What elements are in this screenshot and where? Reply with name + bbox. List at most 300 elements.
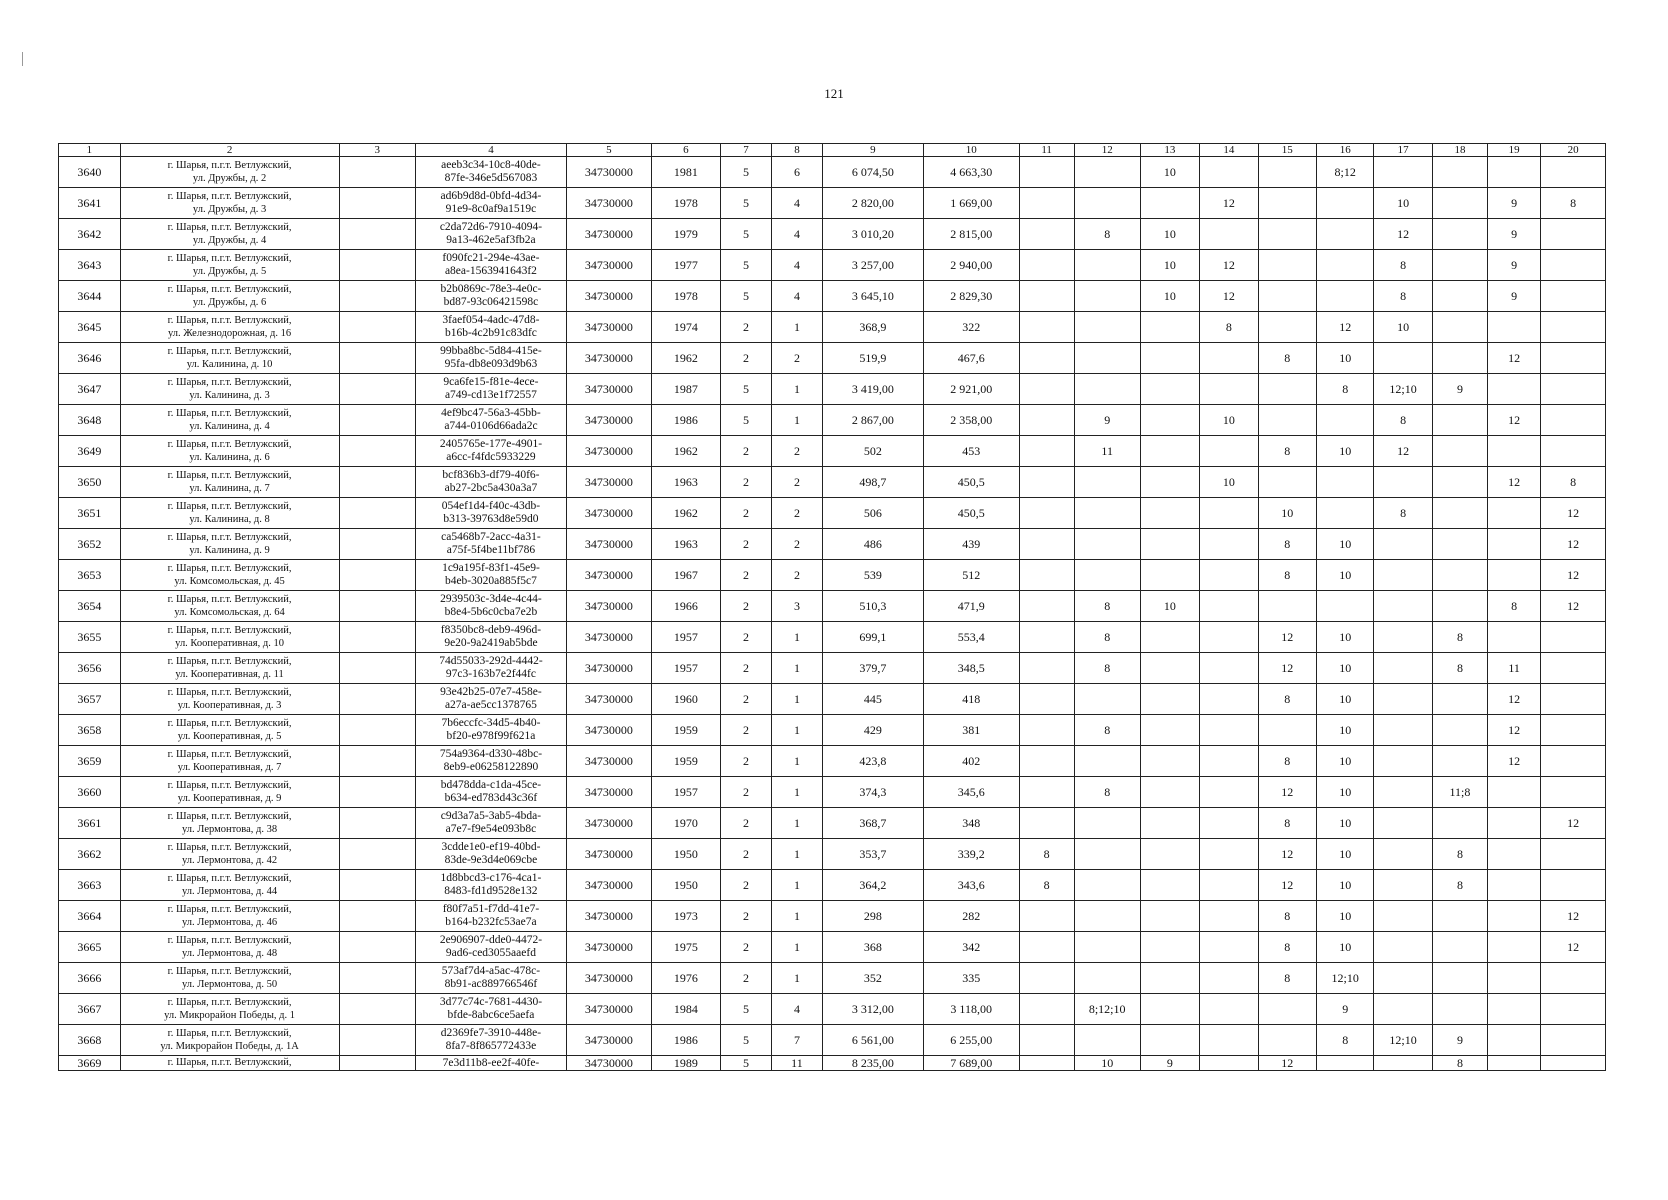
- column-13-cell: [1140, 870, 1200, 901]
- column-6-cell: 1967: [651, 560, 720, 591]
- column-12-cell: [1074, 870, 1140, 901]
- column-15-cell: 8: [1258, 808, 1316, 839]
- column-18-cell: [1432, 281, 1487, 312]
- column-18-cell: 9: [1432, 1025, 1487, 1056]
- column-9-cell: 368: [822, 932, 923, 963]
- column-7-cell: 5: [720, 405, 771, 436]
- column-7-cell: 2: [720, 622, 771, 653]
- column-5-cell: 34730000: [566, 932, 651, 963]
- column-header-14: 14: [1200, 144, 1258, 157]
- column-7-cell: 2: [720, 343, 771, 374]
- column-3-cell: [339, 684, 416, 715]
- column-10-cell: 348: [923, 808, 1019, 839]
- column-20-cell: [1541, 343, 1606, 374]
- guid-line-1: 7b6eccfc-34d5-4b40-: [441, 717, 541, 729]
- column-7-cell: 2: [720, 560, 771, 591]
- guid-line-1: c2da72d6-7910-4094-: [439, 221, 543, 233]
- column-3-cell: [339, 932, 416, 963]
- row-number-cell: 3656: [59, 653, 121, 684]
- column-15-cell: [1258, 188, 1316, 219]
- address-line-2: ул. Калинина, д. 4: [189, 421, 270, 432]
- guid-line-1: bd478dda-c1da-45ce-: [440, 779, 542, 791]
- column-19-cell: [1488, 932, 1541, 963]
- column-20-cell: 12: [1541, 591, 1606, 622]
- column-17-cell: 12;10: [1374, 1025, 1432, 1056]
- column-15-cell: [1258, 715, 1316, 746]
- row-number-cell: 3660: [59, 777, 121, 808]
- column-3-cell: [339, 436, 416, 467]
- column-14-cell: [1200, 932, 1258, 963]
- column-12-cell: [1074, 839, 1140, 870]
- column-16-cell: 10: [1317, 777, 1374, 808]
- column-6-cell: 1986: [651, 1025, 720, 1056]
- guid-cell: [416, 467, 567, 498]
- column-17-cell: [1374, 157, 1432, 188]
- table-row: [59, 777, 1606, 808]
- guid-line-1: f8350bc8-deb9-496d-: [440, 624, 542, 636]
- column-18-cell: [1432, 219, 1487, 250]
- column-13-cell: [1140, 653, 1200, 684]
- column-11-cell: [1019, 467, 1074, 498]
- guid-line-1: 2405765e-177e-4901-: [439, 438, 543, 450]
- column-17-cell: [1374, 901, 1432, 932]
- column-15-cell: 8: [1258, 932, 1316, 963]
- column-11-cell: [1019, 281, 1074, 312]
- column-3-cell: [339, 1056, 416, 1071]
- guid-cell: [416, 870, 567, 901]
- column-5-cell: 34730000: [566, 622, 651, 653]
- column-19-cell: 12: [1488, 343, 1541, 374]
- column-14-cell: 12: [1200, 281, 1258, 312]
- column-15-cell: 8: [1258, 901, 1316, 932]
- column-14-cell: [1200, 436, 1258, 467]
- column-17-cell: [1374, 808, 1432, 839]
- column-11-cell: [1019, 1056, 1074, 1071]
- column-18-cell: [1432, 467, 1487, 498]
- column-5-cell: 34730000: [566, 219, 651, 250]
- column-15-cell: 8: [1258, 529, 1316, 560]
- column-20-cell: [1541, 374, 1606, 405]
- column-14-cell: 12: [1200, 250, 1258, 281]
- column-10-cell: 381: [923, 715, 1019, 746]
- column-20-cell: 12: [1541, 529, 1606, 560]
- column-6-cell: 1989: [651, 1056, 720, 1071]
- guid-cell: [416, 188, 567, 219]
- guid-line-1: 93e42b25-07e7-458e-: [440, 686, 542, 698]
- column-10-cell: 512: [923, 560, 1019, 591]
- column-5-cell: 34730000: [566, 839, 651, 870]
- column-16-cell: 10: [1317, 529, 1374, 560]
- guid-line-1: 7e3d11b8-ee2f-40fe-: [442, 1057, 540, 1069]
- address-line-1: г. Шарья, п.г.т. Ветлужский,: [167, 1028, 292, 1039]
- column-10-cell: 2 829,30: [923, 281, 1019, 312]
- row-number-cell: 3658: [59, 715, 121, 746]
- address-line-2: ул. Калинина, д. 7: [189, 483, 270, 494]
- guid-line-1: 99bba8bc-5d84-415e-: [440, 345, 542, 357]
- column-12-cell: [1074, 157, 1140, 188]
- guid-line-2: b8e4-5b6c0cba7e2b: [444, 606, 538, 618]
- column-9-cell: 352: [822, 963, 923, 994]
- column-11-cell: [1019, 405, 1074, 436]
- guid-cell: [416, 343, 567, 374]
- address-line-1: г. Шарья, п.г.т. Ветлужский,: [167, 780, 292, 791]
- address-line-2: ул. Дружбы, д. 2: [192, 173, 267, 184]
- column-11-cell: [1019, 622, 1074, 653]
- column-13-cell: [1140, 808, 1200, 839]
- table-row: [59, 591, 1606, 622]
- address-line-1: г. Шарья, п.г.т. Ветлужский,: [167, 842, 292, 853]
- row-number-cell: 3655: [59, 622, 121, 653]
- column-20-cell: [1541, 622, 1606, 653]
- column-8-cell: 4: [771, 250, 822, 281]
- column-20-cell: [1541, 715, 1606, 746]
- column-3-cell: [339, 250, 416, 281]
- guid-line-2: 91e9-8c0af9a1519c: [445, 203, 537, 215]
- guid-line-2: a8ea-1563941643f2: [444, 265, 537, 277]
- address-cell: [120, 343, 339, 374]
- column-10-cell: 6 255,00: [923, 1025, 1019, 1056]
- column-19-cell: [1488, 1025, 1541, 1056]
- column-11-cell: [1019, 901, 1074, 932]
- guid-line-1: f80f7a51-f7dd-41e7-: [442, 903, 540, 915]
- column-9-cell: 368,9: [822, 312, 923, 343]
- guid-line-2: b4eb-3020a885f5c7: [444, 575, 537, 587]
- column-8-cell: 1: [771, 839, 822, 870]
- column-14-cell: [1200, 498, 1258, 529]
- column-8-cell: 2: [771, 467, 822, 498]
- column-19-cell: 12: [1488, 405, 1541, 436]
- column-12-cell: [1074, 281, 1140, 312]
- table-row: [59, 963, 1606, 994]
- column-18-cell: [1432, 529, 1487, 560]
- column-3-cell: [339, 746, 416, 777]
- scan-margin-mark: [22, 52, 23, 66]
- column-3-cell: [339, 1025, 416, 1056]
- column-header-18: 18: [1432, 144, 1487, 157]
- column-9-cell: 374,3: [822, 777, 923, 808]
- column-6-cell: 1976: [651, 963, 720, 994]
- column-3-cell: [339, 994, 416, 1025]
- column-18-cell: [1432, 808, 1487, 839]
- column-9-cell: 3 257,00: [822, 250, 923, 281]
- column-9-cell: 510,3: [822, 591, 923, 622]
- column-6-cell: 1981: [651, 157, 720, 188]
- column-17-cell: [1374, 622, 1432, 653]
- column-19-cell: 11: [1488, 653, 1541, 684]
- row-number-cell: 3651: [59, 498, 121, 529]
- column-13-cell: [1140, 1025, 1200, 1056]
- column-18-cell: [1432, 684, 1487, 715]
- table-row: [59, 684, 1606, 715]
- guid-line-2: 8483-fd1d9528e132: [444, 885, 538, 897]
- column-9-cell: 3 312,00: [822, 994, 923, 1025]
- address-cell: [120, 157, 339, 188]
- column-9-cell: 368,7: [822, 808, 923, 839]
- column-16-cell: 10: [1317, 622, 1374, 653]
- column-19-cell: 9: [1488, 250, 1541, 281]
- address-line-1: г. Шарья, п.г.т. Ветлужский,: [167, 1057, 292, 1068]
- column-19-cell: [1488, 312, 1541, 343]
- column-14-cell: [1200, 684, 1258, 715]
- column-14-cell: 10: [1200, 467, 1258, 498]
- column-20-cell: [1541, 746, 1606, 777]
- column-18-cell: [1432, 250, 1487, 281]
- column-17-cell: 8: [1374, 498, 1432, 529]
- column-19-cell: [1488, 901, 1541, 932]
- column-9-cell: 445: [822, 684, 923, 715]
- guid-cell: [416, 653, 567, 684]
- column-16-cell: 10: [1317, 343, 1374, 374]
- column-16-cell: [1317, 250, 1374, 281]
- guid-line-2: b16b-4c2b91c83dfc: [444, 327, 537, 339]
- address-cell: [120, 994, 339, 1025]
- column-16-cell: 10: [1317, 901, 1374, 932]
- column-16-cell: [1317, 405, 1374, 436]
- column-10-cell: 439: [923, 529, 1019, 560]
- column-17-cell: [1374, 529, 1432, 560]
- column-17-cell: 8: [1374, 405, 1432, 436]
- guid-cell: [416, 963, 567, 994]
- address-cell: [120, 963, 339, 994]
- column-10-cell: 450,5: [923, 498, 1019, 529]
- guid-line-1: 1c9a195f-83f1-45e9-: [442, 562, 540, 574]
- column-9-cell: 3 419,00: [822, 374, 923, 405]
- column-11-cell: [1019, 250, 1074, 281]
- column-16-cell: 10: [1317, 839, 1374, 870]
- column-15-cell: 10: [1258, 498, 1316, 529]
- column-8-cell: 6: [771, 157, 822, 188]
- guid-line-1: d2369fe7-3910-448e-: [440, 1027, 542, 1039]
- column-20-cell: [1541, 219, 1606, 250]
- address-line-1: г. Шарья, п.г.т. Ветлужский,: [167, 253, 292, 264]
- column-15-cell: 12: [1258, 622, 1316, 653]
- column-13-cell: 10: [1140, 157, 1200, 188]
- column-10-cell: 342: [923, 932, 1019, 963]
- column-5-cell: 34730000: [566, 870, 651, 901]
- column-6-cell: 1987: [651, 374, 720, 405]
- guid-line-1: 3cdde1e0-ef19-40bd-: [441, 841, 541, 853]
- column-11-cell: 8: [1019, 870, 1074, 901]
- address-cell: [120, 529, 339, 560]
- address-line-1: г. Шарья, п.г.т. Ветлужский,: [167, 315, 292, 326]
- column-19-cell: 9: [1488, 281, 1541, 312]
- column-10-cell: 3 118,00: [923, 994, 1019, 1025]
- column-12-cell: [1074, 963, 1140, 994]
- column-12-cell: [1074, 374, 1140, 405]
- column-5-cell: 34730000: [566, 808, 651, 839]
- table-row: [59, 529, 1606, 560]
- column-header-9: 9: [822, 144, 923, 157]
- column-16-cell: 8;12: [1317, 157, 1374, 188]
- column-16-cell: 12;10: [1317, 963, 1374, 994]
- column-13-cell: [1140, 684, 1200, 715]
- address-cell: [120, 839, 339, 870]
- table-row: [59, 343, 1606, 374]
- column-18-cell: [1432, 157, 1487, 188]
- column-19-cell: [1488, 157, 1541, 188]
- address-cell: [120, 684, 339, 715]
- column-16-cell: 10: [1317, 436, 1374, 467]
- address-cell: [120, 1056, 339, 1071]
- row-number-cell: 3654: [59, 591, 121, 622]
- address-line-1: г. Шарья, п.г.т. Ветлужский,: [167, 222, 292, 233]
- column-3-cell: [339, 188, 416, 219]
- column-16-cell: 8: [1317, 374, 1374, 405]
- column-11-cell: [1019, 932, 1074, 963]
- column-6-cell: 1977: [651, 250, 720, 281]
- address-cell: [120, 591, 339, 622]
- guid-cell: [416, 1025, 567, 1056]
- row-number-cell: 3668: [59, 1025, 121, 1056]
- address-line-2: ул. Калинина, д. 6: [189, 452, 270, 463]
- column-10-cell: 348,5: [923, 653, 1019, 684]
- column-17-cell: [1374, 653, 1432, 684]
- column-5-cell: 34730000: [566, 1025, 651, 1056]
- column-12-cell: [1074, 932, 1140, 963]
- column-6-cell: 1960: [651, 684, 720, 715]
- column-7-cell: 5: [720, 1056, 771, 1071]
- column-17-cell: [1374, 343, 1432, 374]
- guid-cell: [416, 560, 567, 591]
- row-number-cell: 3641: [59, 188, 121, 219]
- column-14-cell: [1200, 1056, 1258, 1071]
- column-8-cell: 1: [771, 901, 822, 932]
- column-6-cell: 1978: [651, 188, 720, 219]
- address-line-1: г. Шарья, п.г.т. Ветлужский,: [167, 656, 292, 667]
- guid-line-1: b2b0869c-78e3-4e0c-: [440, 283, 542, 295]
- column-12-cell: [1074, 312, 1140, 343]
- address-cell: [120, 281, 339, 312]
- column-10-cell: 343,6: [923, 870, 1019, 901]
- column-11-cell: [1019, 312, 1074, 343]
- column-19-cell: [1488, 1056, 1541, 1071]
- column-6-cell: 1957: [651, 622, 720, 653]
- column-15-cell: 8: [1258, 684, 1316, 715]
- column-10-cell: 335: [923, 963, 1019, 994]
- table-row: [59, 405, 1606, 436]
- column-20-cell: [1541, 281, 1606, 312]
- column-header-15: 15: [1258, 144, 1316, 157]
- guid-line-2: b164-b232fc53ae7a: [445, 916, 537, 928]
- column-20-cell: [1541, 839, 1606, 870]
- row-number-cell: 3663: [59, 870, 121, 901]
- guid-line-2: 83de-9e3d4e069cbe: [444, 854, 538, 866]
- column-12-cell: [1074, 343, 1140, 374]
- column-8-cell: 1: [771, 746, 822, 777]
- column-18-cell: [1432, 715, 1487, 746]
- row-number-cell: 3661: [59, 808, 121, 839]
- column-9-cell: 519,9: [822, 343, 923, 374]
- column-16-cell: [1317, 467, 1374, 498]
- column-12-cell: [1074, 498, 1140, 529]
- column-17-cell: [1374, 932, 1432, 963]
- column-15-cell: [1258, 405, 1316, 436]
- column-14-cell: [1200, 963, 1258, 994]
- column-6-cell: 1970: [651, 808, 720, 839]
- column-5-cell: 34730000: [566, 157, 651, 188]
- column-3-cell: [339, 963, 416, 994]
- address-line-2: ул. Лермонтова, д. 42: [182, 855, 278, 866]
- address-line-1: г. Шарья, п.г.т. Ветлужский,: [167, 904, 292, 915]
- column-17-cell: [1374, 1056, 1432, 1071]
- column-13-cell: [1140, 932, 1200, 963]
- column-15-cell: 12: [1258, 1056, 1316, 1071]
- row-number-cell: 3666: [59, 963, 121, 994]
- column-7-cell: 2: [720, 746, 771, 777]
- column-14-cell: [1200, 591, 1258, 622]
- address-cell: [120, 374, 339, 405]
- column-9-cell: 429: [822, 715, 923, 746]
- table-row: [59, 1056, 1606, 1071]
- column-13-cell: [1140, 467, 1200, 498]
- column-12-cell: [1074, 1025, 1140, 1056]
- address-line-1: г. Шарья, п.г.т. Ветлужский,: [167, 997, 292, 1008]
- column-20-cell: [1541, 870, 1606, 901]
- column-17-cell: 12: [1374, 436, 1432, 467]
- address-cell: [120, 653, 339, 684]
- column-12-cell: 8: [1074, 219, 1140, 250]
- column-14-cell: [1200, 219, 1258, 250]
- column-11-cell: [1019, 374, 1074, 405]
- address-line-2: ул. Комсомольская, д. 64: [174, 607, 285, 618]
- column-6-cell: 1986: [651, 405, 720, 436]
- table-row: [59, 715, 1606, 746]
- table-row: [59, 436, 1606, 467]
- guid-cell: [416, 157, 567, 188]
- column-18-cell: 8: [1432, 622, 1487, 653]
- column-16-cell: 10: [1317, 715, 1374, 746]
- column-9-cell: 423,8: [822, 746, 923, 777]
- column-8-cell: 2: [771, 560, 822, 591]
- column-header-4: 4: [416, 144, 567, 157]
- column-15-cell: [1258, 250, 1316, 281]
- column-8-cell: 1: [771, 963, 822, 994]
- column-16-cell: [1317, 591, 1374, 622]
- column-3-cell: [339, 374, 416, 405]
- column-header-10: 10: [923, 144, 1019, 157]
- column-17-cell: [1374, 560, 1432, 591]
- column-12-cell: [1074, 901, 1140, 932]
- address-line-1: г. Шарья, п.г.т. Ветлужский,: [167, 687, 292, 698]
- column-6-cell: 1957: [651, 653, 720, 684]
- column-14-cell: [1200, 560, 1258, 591]
- column-9-cell: 506: [822, 498, 923, 529]
- column-6-cell: 1962: [651, 436, 720, 467]
- column-9-cell: 353,7: [822, 839, 923, 870]
- page-number: 121: [824, 86, 844, 101]
- column-8-cell: 1: [771, 374, 822, 405]
- column-9-cell: 539: [822, 560, 923, 591]
- column-3-cell: [339, 467, 416, 498]
- guid-line-1: c9d3a7a5-3ab5-4bda-: [440, 810, 542, 822]
- column-18-cell: [1432, 312, 1487, 343]
- guid-line-1: bcf836b3-df79-40f6-: [442, 469, 540, 481]
- column-8-cell: 11: [771, 1056, 822, 1071]
- address-line-1: г. Шарья, п.г.т. Ветлужский,: [167, 935, 292, 946]
- column-14-cell: [1200, 622, 1258, 653]
- column-18-cell: [1432, 963, 1487, 994]
- column-18-cell: [1432, 405, 1487, 436]
- column-20-cell: [1541, 963, 1606, 994]
- row-number-cell: 3650: [59, 467, 121, 498]
- guid-line-1: 1d8bbcd3-c176-4ca1-: [440, 872, 542, 884]
- row-number-cell: 3645: [59, 312, 121, 343]
- column-header-3: 3: [339, 144, 416, 157]
- address-cell: [120, 312, 339, 343]
- column-5-cell: 34730000: [566, 529, 651, 560]
- column-17-cell: [1374, 777, 1432, 808]
- guid-line-1: 3d77c74c-7681-4430-: [439, 996, 543, 1008]
